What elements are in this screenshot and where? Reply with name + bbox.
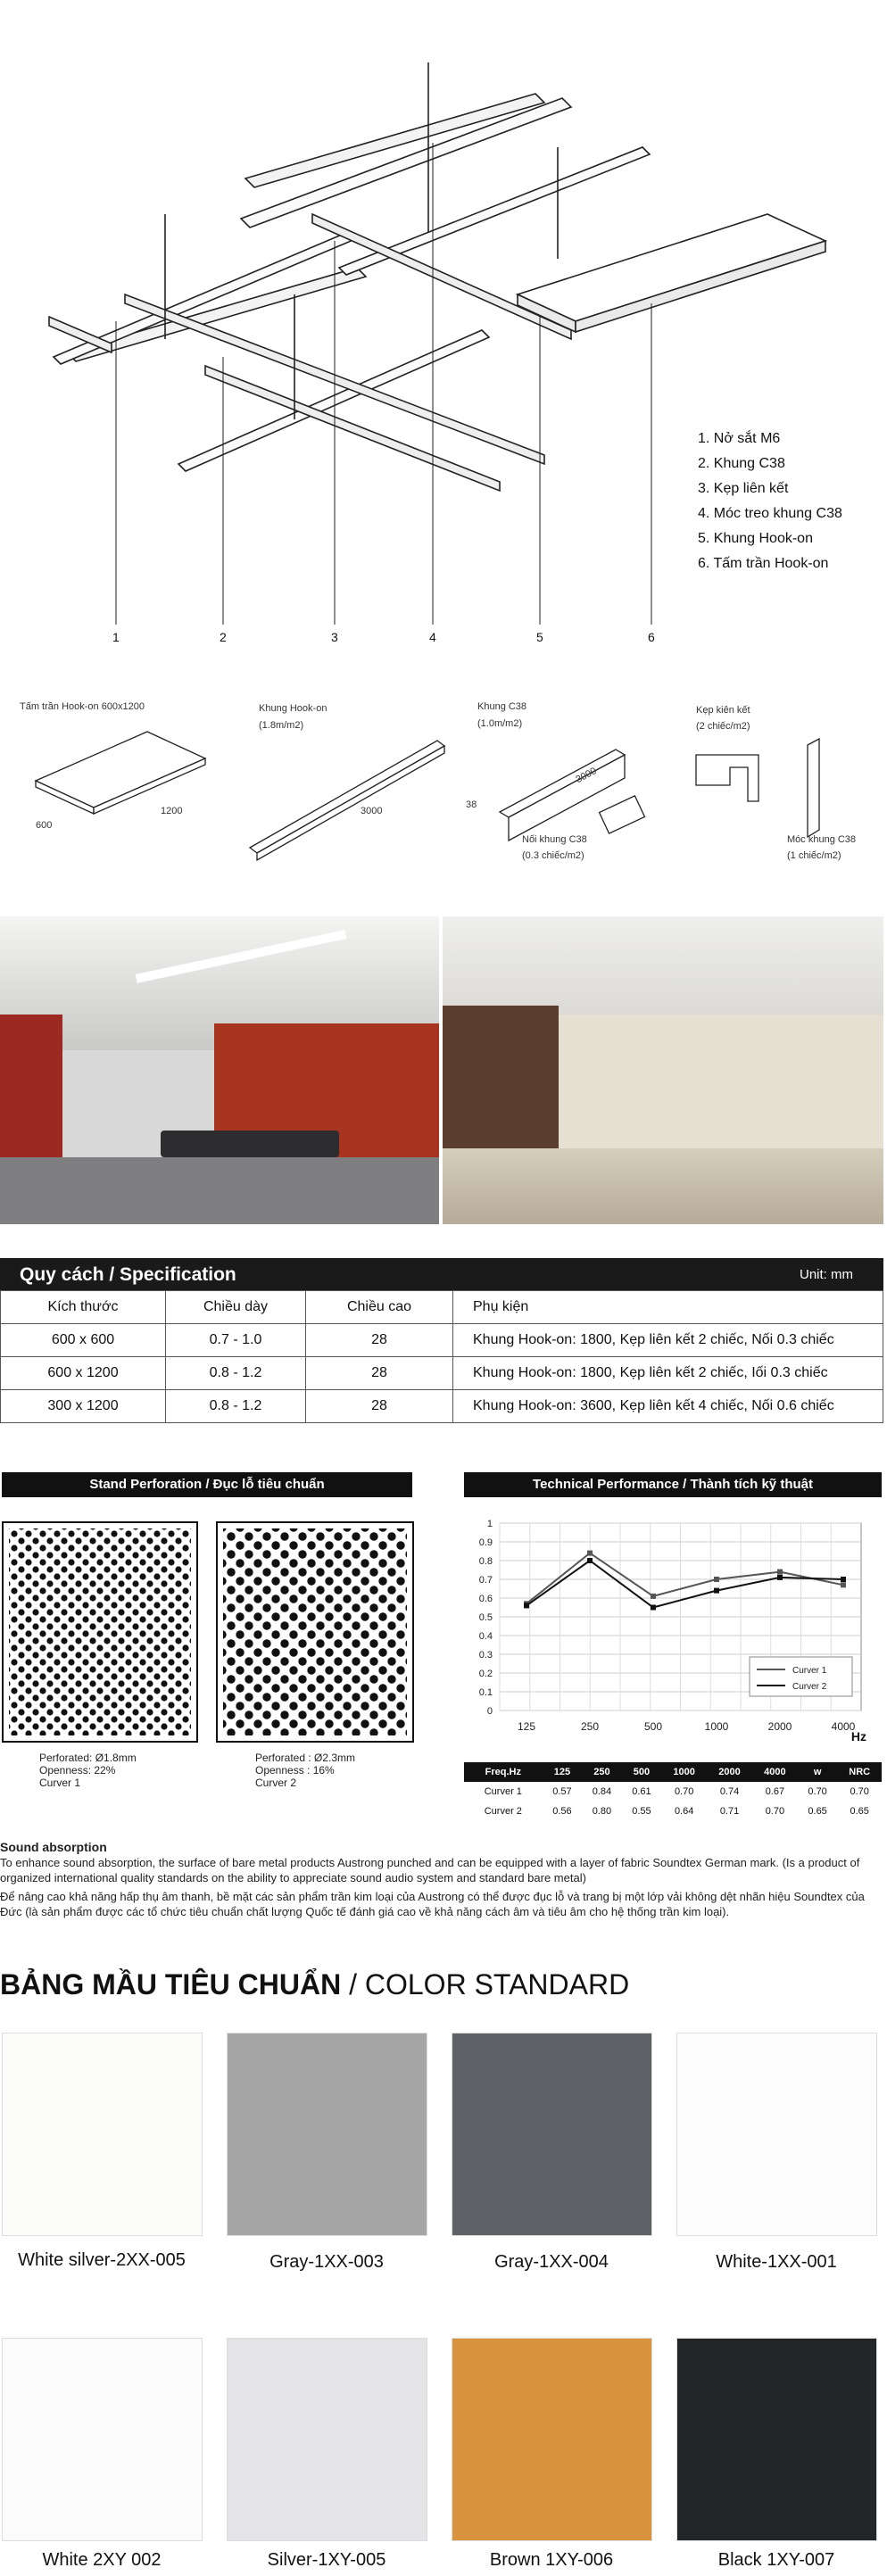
- data-point: [777, 1575, 783, 1580]
- table-cell: 600 x 600: [1, 1324, 166, 1357]
- clip-rate: (2 chiếc/m2): [696, 721, 750, 732]
- table-cell: 0.61: [632, 1786, 651, 1797]
- panel-title: Tấm trần Hook-on 600x1200: [20, 701, 145, 712]
- callout-4: 4: [429, 630, 436, 644]
- y-tick-label: 0: [486, 1706, 493, 1717]
- x-tick-label: 500: [643, 1720, 663, 1733]
- curve1-caption: [39, 1752, 137, 1789]
- hanger-rate: (1 chiếc/m2): [787, 850, 841, 861]
- data-point: [524, 1603, 529, 1608]
- y-tick-label: 1: [486, 1519, 493, 1529]
- swatch-label: White silver-2XX-005: [18, 2250, 186, 2270]
- spec-header-bar: [0, 1258, 883, 1290]
- spec-unit: Unit: mm: [800, 1267, 853, 1282]
- table-cell: 0.56: [552, 1806, 572, 1817]
- table-cell: 0.70: [850, 1786, 869, 1797]
- swatch-white-silver: [2, 2033, 203, 2236]
- color-title-bold: BẢNG MẦU TIÊU CHUẨN: [0, 1968, 342, 2000]
- table-cell: 250: [582, 1762, 622, 1782]
- table-cell: 600 x 1200: [1, 1357, 166, 1390]
- swatch-label: Silver-1XY-005: [267, 2550, 386, 2570]
- table-cell: 500: [622, 1762, 662, 1782]
- table-cell: 28: [306, 1357, 453, 1390]
- y-tick-label: 0.4: [478, 1631, 493, 1642]
- table-cell: 28: [306, 1390, 453, 1423]
- table-cell: Freq.Hz: [464, 1762, 543, 1782]
- callout-3: 3: [331, 630, 338, 644]
- panel-dim-b: 1200: [161, 806, 183, 816]
- swatch-silver-005: [227, 2338, 427, 2541]
- table-cell: 0.74: [719, 1786, 740, 1797]
- curve1-perforated: Perforated: Ø1.8mm: [39, 1752, 137, 1764]
- spec-col-size: Kích thước: [1, 1291, 166, 1324]
- swatch-white-001: [676, 2033, 877, 2236]
- legend-item: 3. Kẹp liên kết: [698, 481, 789, 496]
- callout-2: 2: [220, 630, 227, 644]
- c38-title: Khung C38: [477, 701, 527, 712]
- spec-col-thickness: Chiều dày: [166, 1291, 306, 1324]
- swatch-label: Brown 1XY-006: [489, 2550, 614, 2570]
- table-cell: 0.64: [674, 1806, 694, 1817]
- curve2-perforated: Perforated : Ø2.3mm: [255, 1752, 356, 1764]
- data-point: [841, 1582, 846, 1587]
- swatch-label: White 2XY 002: [42, 2550, 162, 2570]
- table-cell: w: [798, 1762, 838, 1782]
- performance-table-header: [464, 1762, 882, 1782]
- pattern-2-holes: [218, 1523, 412, 1741]
- swatch-white-002: [2, 2338, 203, 2541]
- table-cell: 300 x 1200: [1, 1390, 166, 1423]
- data-point: [714, 1577, 719, 1582]
- sound-heading: Sound absorption: [0, 1840, 107, 1854]
- legend-label: Curver 2: [792, 1682, 827, 1692]
- hookon-dim: 3000: [361, 806, 383, 816]
- sound-absorption: [0, 1840, 887, 1919]
- perforation-pattern-2: [216, 1521, 414, 1743]
- data-point: [587, 1558, 593, 1563]
- table-cell: 0.70: [808, 1786, 827, 1797]
- hookon-title: Khung Hook-on: [259, 703, 327, 714]
- swatch-label: White-1XX-001: [716, 2252, 837, 2272]
- table-row: [464, 1782, 882, 1802]
- table-cell: 0.71: [719, 1806, 740, 1817]
- callout-1: 1: [112, 630, 120, 644]
- data-point: [587, 1551, 593, 1556]
- spec-col-height: Chiều cao: [306, 1291, 453, 1324]
- perforation-pattern-1: [2, 1521, 198, 1743]
- c38-rate: (1.0m/m2): [477, 718, 523, 729]
- table-cell: Khung Hook-on: 3600, Kẹp liên kết 4 chiếc, Nối 0.6 chiếc: [453, 1390, 883, 1423]
- swatch-gray-004: [452, 2033, 652, 2236]
- table-cell: 125: [543, 1762, 583, 1782]
- absorption-chart: [464, 1512, 883, 1762]
- x-tick-label: 1000: [704, 1720, 729, 1733]
- legend-item: 6. Tấm trần Hook-on: [698, 556, 829, 571]
- c38-length: 3000: [574, 766, 599, 786]
- table-cell: 0.84: [592, 1786, 612, 1797]
- panel-dim-a: 600: [36, 820, 53, 831]
- hookon-rate: (1.8m/m2): [259, 720, 304, 731]
- table-cell: 0.65: [808, 1806, 827, 1817]
- table-cell: Khung Hook-on: 1800, Kẹp liên kết 2 chiếc, Iối 0.3 chiếc: [453, 1357, 883, 1390]
- y-tick-label: 0.6: [478, 1594, 493, 1604]
- table-cell: 0.65: [850, 1806, 869, 1817]
- y-tick-label: 0.1: [478, 1687, 493, 1698]
- y-tick-label: 0.3: [478, 1650, 493, 1661]
- table-cell: 0.57: [552, 1786, 572, 1797]
- table-cell: Khung Hook-on: 1800, Kẹp liên kết 2 chiếc, Nối 0.3 chiếc: [453, 1324, 883, 1357]
- data-point: [841, 1577, 846, 1582]
- spec-table: [0, 1290, 883, 1423]
- y-tick-label: 0.2: [478, 1669, 493, 1679]
- callout-6: 6: [648, 630, 655, 644]
- legend-item: 4. Móc treo khung C38: [698, 506, 842, 521]
- swatch-brown-006: [452, 2338, 652, 2541]
- chart-title: Technical Performance / Thành tích kỹ thuật: [464, 1472, 882, 1497]
- x-tick-label: 125: [517, 1720, 536, 1733]
- spec-col-accessories: Phụ kiện: [453, 1291, 883, 1324]
- table-cell: 0.80: [592, 1806, 612, 1817]
- table-cell: 0.67: [765, 1786, 785, 1797]
- y-tick-label: 0.8: [478, 1556, 493, 1567]
- table-cell: 0.8 - 1.2: [166, 1390, 306, 1423]
- legend-item: 5. Khung Hook-on: [698, 531, 813, 546]
- sound-text-vi: Để nâng cao khả năng hấp thụ âm thanh, bề mặt các sản phẩm trần kim loại của Austrong có thể được đục lỗ và trang bị một lớp vải không dệt nhãn hiệu Soundtex của Đức (là sản phẩm được các tổ chức tiêu chuẩn chất lượng Quốc tế đánh giá cao về khả năng cách âm và tiêu âm cho hệ thống trần kim loại).: [0, 1890, 865, 1918]
- c38-height: 38: [466, 799, 477, 810]
- curve1-name: Curver 1: [39, 1777, 81, 1789]
- data-point: [651, 1605, 656, 1611]
- table-cell: 0.55: [632, 1806, 651, 1817]
- curve1-openness: Openness: 22%: [39, 1764, 116, 1777]
- legend-item: 2. Khung C38: [698, 456, 785, 471]
- table-cell: 2000: [707, 1762, 752, 1782]
- meeting-room-photo: [0, 916, 439, 1224]
- callout-5: 5: [536, 630, 543, 644]
- curve2-name: Curver 2: [255, 1777, 297, 1789]
- table-cell: 4000: [752, 1762, 798, 1782]
- y-tick-label: 0.9: [478, 1537, 493, 1548]
- table-cell: 0.70: [674, 1786, 694, 1797]
- curve2-caption: [255, 1752, 355, 1789]
- table-cell: NRC: [837, 1762, 882, 1782]
- legend: [698, 427, 885, 576]
- swatch-black-007: [676, 2338, 877, 2541]
- swatch-label: Gray-1XX-004: [494, 2252, 609, 2272]
- performance-table: [464, 1762, 882, 1821]
- table-cell: 1000: [661, 1762, 707, 1782]
- component-drawings: [0, 696, 887, 874]
- table-row: [1, 1357, 883, 1390]
- table-row: [464, 1802, 882, 1821]
- data-point: [714, 1588, 719, 1594]
- table-cell: Curver 2: [484, 1806, 522, 1817]
- table-cell: 0.7 - 1.0: [166, 1324, 306, 1357]
- joint-title: Nối khung C38: [522, 834, 587, 845]
- perforation-title: Stand Perforation / Đục lỗ tiêu chuẩn: [2, 1472, 412, 1497]
- x-tick-label: 4000: [831, 1720, 856, 1733]
- clip-title: Kẹp kiên kết: [696, 705, 750, 716]
- table-cell: Curver 1: [484, 1786, 522, 1797]
- table-cell: 28: [306, 1324, 453, 1357]
- y-tick-label: 0.5: [478, 1612, 493, 1623]
- spec-table-header: [1, 1291, 883, 1324]
- legend-label: Curver 1: [792, 1666, 827, 1676]
- swatch-label: Black 1XY-007: [717, 2550, 835, 2570]
- y-tick-label: 0.7: [478, 1575, 493, 1586]
- spec-title: Quy cách / Specification: [20, 1264, 236, 1285]
- callout-numbers: [0, 630, 887, 648]
- lobby-photo: [443, 916, 883, 1224]
- legend-item: 1. Nở sắt M6: [698, 431, 781, 446]
- x-tick-label: 2000: [767, 1720, 792, 1733]
- swatch-gray-003: [227, 2033, 427, 2236]
- table-cell: 0.8 - 1.2: [166, 1357, 306, 1390]
- joint-rate: (0.3 chiếc/m2): [522, 850, 584, 861]
- color-standard-title: [0, 1968, 629, 2001]
- table-row: [1, 1324, 883, 1357]
- data-point: [651, 1594, 656, 1599]
- color-title-rest: / COLOR STANDARD: [341, 1968, 630, 2000]
- table-cell: 0.70: [765, 1806, 785, 1817]
- data-point: [777, 1570, 783, 1575]
- x-tick-label: 250: [580, 1720, 600, 1733]
- x-axis-label: Hz: [850, 1729, 866, 1744]
- pattern-1-holes: [4, 1523, 196, 1741]
- table-row: [1, 1390, 883, 1423]
- swatch-label: Gray-1XX-003: [269, 2252, 384, 2272]
- sound-text-en: To enhance sound absorption, the surface of bare metal products Austrong punched and can be equipped with a layer of fabric Soundtex German mark. (Is a product of organized international quality standards on the ability to appreciate sound audio system and standard bare metal): [0, 1856, 860, 1884]
- hanger-title: Móc khung C38: [787, 834, 857, 845]
- curve2-openness: Openness : 16%: [255, 1764, 335, 1777]
